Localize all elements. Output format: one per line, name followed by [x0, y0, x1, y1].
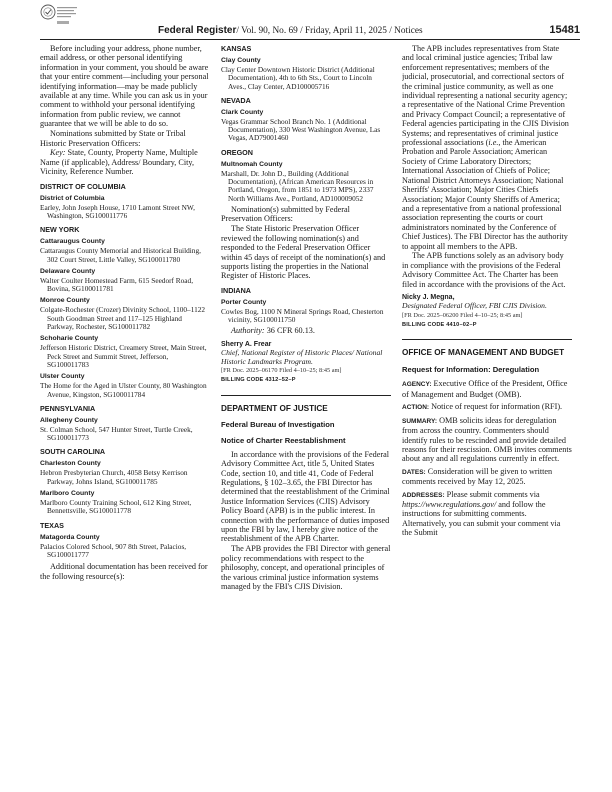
state-heading: NEW YORK [40, 225, 80, 235]
header-rule [40, 39, 580, 40]
field-label: AGENCY: [402, 381, 432, 389]
property-entry: Cowles Bog, 1100 N Mineral Springs Road, Chesterton vicinity, SG100011750 [221, 306, 384, 325]
column-1 [40, 44, 210, 786]
property-entry: St. Colman School, 547 Hunter Street, Turtle Creek, SG100011773 [40, 424, 193, 443]
property-entry: Palacios Colored School, 907 8th Street, Palacios, SG100011777 [40, 541, 187, 559]
text-run: , the American Probation and Parole Association; American Society of Crime Laboratory Directors; International Association of Chiefs of Police; National District Attorneys Association; National Sheriffs' Association; Major Cities Chiefs Association; Major County Sheriffs of America; and a representative from a national professional association representing the courts or court administrators nominated by the Conference of Chief Justices). The FBI Director has the authority to appoint all members to the APB. [402, 138, 568, 251]
county-heading: Multnomah County [221, 160, 283, 168]
action-field [402, 402, 572, 412]
paragraph: The APB functions solely as an advisory body in compliance with the provisions of the Federal Advisory Committee Act. The Charter has been filed in accordance with the provisions of the Act. [402, 251, 566, 289]
county-heading: Clay County [221, 57, 261, 64]
county-heading: Cattaraugus County [40, 238, 105, 246]
text-run: The APB includes representatives from State and local criminal justice agencies; Tribal law enforcement representatives; members of the judicial, prosecutorial, and correctional sectors of the criminal justice community, as well as one individual representing a national security agency; a representative of the National Crime Prevention and Privacy Compact Council; a representative of Federal agencies participating in the CJIS Division Systems; and representatives of criminal justice professional associations ( [402, 44, 569, 148]
section-divider [402, 339, 572, 340]
field-text: and follow the instructions for submitting comments. Alternatively, you can submit your comment via the Submit [402, 499, 561, 538]
county-heading: Marlboro County [40, 490, 95, 498]
agency-heading: DEPARTMENT OF JUSTICE [221, 403, 328, 413]
county-heading: Delaware County [40, 267, 96, 275]
field-label: ADDRESSES: [402, 491, 445, 499]
agency-heading: OFFICE OF MANAGEMENT AND BUDGET [402, 348, 565, 358]
county-heading: Matagorda County [40, 533, 100, 541]
notice-title: Request for Information: Deregulation [402, 365, 540, 375]
field-text: Executive Office of the President, Office of Management and Budget (OMB). [402, 379, 568, 399]
field-label: DATES: [402, 468, 426, 476]
state-heading: NEVADA [221, 95, 251, 105]
issue-meta: / Vol. 90, No. 69 / Friday, April 11, 2025 / Notices [236, 26, 423, 36]
county-heading: Schoharie County [40, 335, 99, 343]
property-entry: Marshall, Dr. John D., Building (Additional Documentation), (African American Resources in Portland, Oregon, from 1851 to 1973 MPS), 2337 North Williams Ave., Portland, AD100009052 [221, 168, 374, 203]
sub-agency-heading: Federal Bureau of Investigation [221, 419, 335, 429]
state-heading: PENNSYLVANIA [40, 403, 96, 413]
state-heading: INDIANA [221, 285, 251, 295]
field-text: Please submit comments via [444, 489, 540, 499]
county-heading: District of Columbia [40, 194, 105, 202]
state-heading: TEXAS [40, 520, 64, 530]
property-entry: Earley, John Joseph House, 1710 Lamont Street NW, Washington, SG100011776 [40, 202, 195, 220]
county-heading: Clark County [221, 108, 264, 116]
page-number: 15481 [549, 24, 580, 36]
property-entry: Walter Coulter Homestead Farm, 615 Seedorf Road, Bovina, SG100011781 [40, 275, 194, 294]
field-text: OMB solicits ideas for deregulation from across the country. Commenters should identify rules to be rescinded and provide detailed reasons for their rescission. OMB invites comments about any and all regulations currently in effect. [402, 415, 572, 464]
state-heading: SOUTH CAROLINA [40, 447, 106, 457]
property-entry: Marlboro County Training School, 612 King Street, Bennettsville, SG100011778 [40, 498, 192, 516]
field-text: Consideration will be given to written comments received by May 12, 2025. [402, 466, 553, 487]
authority-label: Authority: [231, 326, 265, 336]
signer-title: Chief, National Register of Historic Places/ National Historic Landmarks Program. [221, 348, 383, 366]
property-entry: Vegas Grammar School Branch No. 1 (Additional Documentation), 330 West Washington Avenue, Las Vegas, AD79001460 [221, 116, 381, 143]
county-heading: Charleston County [40, 460, 101, 468]
page-header [40, 0, 580, 40]
agency-field [402, 379, 572, 399]
county-heading: Porter County [221, 298, 267, 306]
signer-name: Sherry A. Frear [221, 340, 272, 348]
column-2 [221, 44, 391, 786]
state-heading: KANSAS [221, 44, 252, 53]
key-paragraph [40, 148, 210, 176]
key-text: State, County, Property Name, Multiple Name (if applicable), Address/ Boundary, City, Vicinity, Reference Number. [40, 148, 198, 177]
summary-field [402, 416, 572, 464]
property-entry: Hebron Presbyterian Church, 4058 Betsy Kerrison Parkway, Johns Island, SG100011785 [40, 468, 188, 486]
running-head [158, 25, 423, 36]
paragraph [402, 44, 572, 251]
county-heading: Monroe County [40, 297, 90, 305]
column-3 [402, 44, 572, 786]
fr-doc-line: [FR Doc. 2025–06200 Filed 4–10–25; 8:45 am] [402, 312, 523, 320]
paragraph: Nominations submitted by State or Tribal Historic Preservation Officers: [40, 129, 186, 148]
signer-name: Nicky J. Megna, [402, 294, 455, 302]
paragraph: The APB provides the FBI Director with general policy recommendations with respect to the philosophy, concept, and operational principles of the various criminal justice information systems managed by the FBI's CJIS Division. [221, 544, 391, 591]
field-label: SUMMARY: [402, 417, 438, 425]
billing-code: BILLING CODE 4410–02–P [402, 322, 477, 329]
journal-name: Federal Register [158, 25, 237, 36]
paragraph: Before including your address, phone number, email address, or other personal identifying information in your comment, you should be aware that your entire comment—including your personal identifying information—may be made publicly available at any time. While you can ask us in your comment to withhold your personal identifying information from public review, we cannot guarantee that we will be able to do so. [40, 44, 209, 129]
field-label: ACTION: [402, 404, 430, 412]
addresses-field [402, 490, 572, 538]
regulations-link[interactable]: https://www.regulations.gov/ [402, 499, 497, 509]
paragraph: The State Historic Preservation Officer reviewed the following nomination(s) and responded to the Federal Preservation Officer within 45 days of receipt of the nomination(s) and supports listing the properties in the National Register of Historic Places. [221, 224, 386, 281]
state-heading: OREGON [221, 147, 253, 157]
fr-doc-line: [FR Doc. 2025–06170 Filed 4–10–25; 8:45 am] [221, 367, 342, 375]
section-divider [221, 395, 391, 396]
dates-field [402, 467, 572, 487]
signer-title: Designated Federal Officer, FBI CJIS Division. [402, 301, 547, 311]
text-run-italic: i.e. [488, 138, 499, 148]
property-entry: Cattaraugus County Memorial and Historical Building, 302 Court Street, Little Valley, SG100011780 [40, 246, 201, 264]
county-heading: Allegheny County [40, 416, 98, 424]
key-label: Key: [50, 148, 66, 158]
paragraph: Nomination(s) submitted by Federal Preservation Officers: [221, 204, 350, 224]
paragraph: Additional documentation has been received for the following resource(s): [40, 562, 208, 581]
state-heading: DISTRICT OF COLUMBIA [40, 181, 126, 191]
govinfo-authenticated-seal-icon [40, 3, 80, 33]
county-heading: Ulster County [40, 373, 85, 381]
property-entry: Clay Center Downtown Historic District (Additional Documentation), 4th to 6th Sts., Court to Lincoln Aves., Clay Center, AD100005716 [221, 65, 375, 91]
field-text: Notice of request for information (RFI). [429, 402, 563, 412]
property-entry: The Home for the Aged in Ulster County, 80 Washington Avenue, Kingston, SG100011784 [40, 381, 207, 399]
property-entry: Colgate-Rochester (Crozer) Divinity School, 1100–1122 South Goodman Street and 117–125 Highland Parkway, Rochester, SG100011782 [40, 305, 206, 332]
authority-text: 36 CFR 60.13. [264, 326, 315, 336]
notice-title: Notice of Charter Reestablishment [221, 435, 346, 445]
billing-code: BILLING CODE 4312–52–P [221, 377, 296, 384]
authority-line [221, 326, 391, 335]
property-entry: Jefferson Historic District, Creamery Street, Main Street, Peck Street and Summit Street, Jefferson, SG100011783 [40, 343, 207, 369]
paragraph: In accordance with the provisions of the Federal Advisory Committee Act, title 5, United States Code, section 10, and title 41, Code of Federal Regulations, § 102–3.65, the FBI Director has determined that the reestablishment of the Criminal Justice Information Services (CJIS) Advisory Policy Board (APB) is in the public interest. In connection with the performance of duties imposed upon the FBI by law, I hereby give notice of the reestablishment of the APB Charter. [221, 449, 390, 544]
